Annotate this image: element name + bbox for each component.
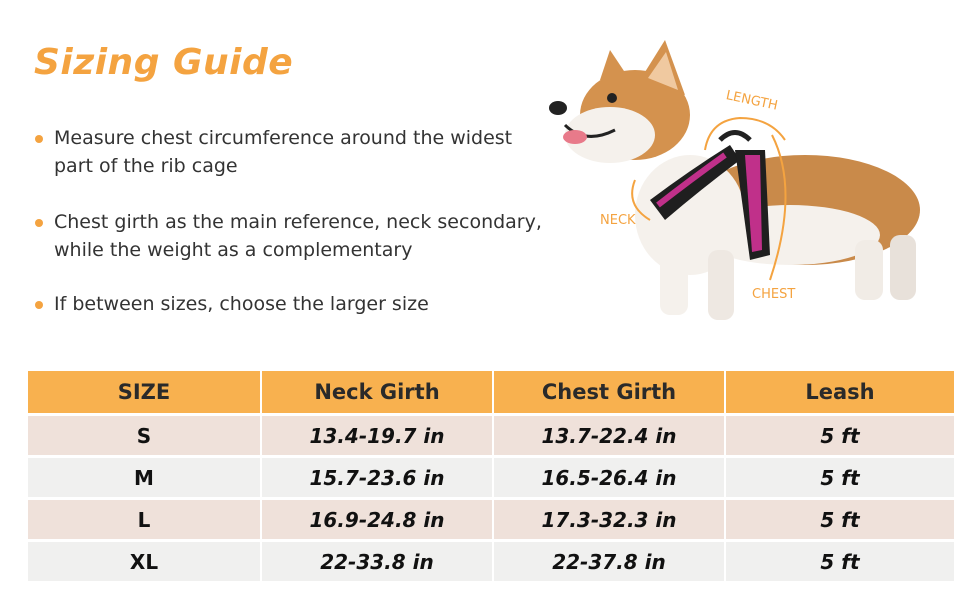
- bullet-dot-icon: [35, 219, 43, 227]
- chest-girth-cell: 22-37.8 in: [494, 542, 726, 581]
- neck-girth-cell: 16.9-24.8 in: [262, 500, 494, 539]
- chest-girth-cell: 13.7-22.4 in: [494, 416, 726, 455]
- sizing-tips-list: [34, 124, 554, 346]
- table-row: [28, 416, 954, 455]
- page-title: Sizing Guide: [34, 42, 294, 83]
- neck-label: NECK: [600, 213, 636, 228]
- chest-girth-cell: 17.3-32.3 in: [494, 500, 726, 539]
- corgi-dog-icon: [540, 40, 940, 340]
- tip-item: [34, 124, 554, 180]
- size-chart-table: [28, 368, 954, 584]
- table-row: [28, 500, 954, 539]
- tip-item: [34, 208, 554, 264]
- size-cell: XL: [28, 542, 262, 581]
- leash-cell: 5 ft: [726, 542, 954, 581]
- tip-text: Measure chest circumference around the widest part of the rib cage: [54, 127, 513, 177]
- bullet-dot-icon: [35, 301, 43, 309]
- tip-text: If between sizes, choose the larger size: [54, 293, 429, 315]
- neck-girth-cell: 22-33.8 in: [262, 542, 494, 581]
- size-cell: L: [28, 500, 262, 539]
- header-leash: Leash: [726, 371, 954, 413]
- chest-label: CHEST: [752, 287, 796, 302]
- table-row: [28, 458, 954, 497]
- table-row: [28, 542, 954, 581]
- chest-girth-cell: 16.5-26.4 in: [494, 458, 726, 497]
- neck-girth-cell: 13.4-19.7 in: [262, 416, 494, 455]
- leash-cell: 5 ft: [726, 416, 954, 455]
- bullet-dot-icon: [35, 135, 43, 143]
- leash-cell: 5 ft: [726, 500, 954, 539]
- header-size: SIZE: [28, 371, 262, 413]
- table-header-row: [28, 371, 954, 413]
- dog-harness-illustration: [540, 40, 940, 340]
- tip-text: Chest girth as the main reference, neck secondary, while the weight as a complementary: [54, 211, 542, 261]
- size-cell: S: [28, 416, 262, 455]
- length-label: LENGTH: [724, 88, 779, 114]
- neck-girth-cell: 15.7-23.6 in: [262, 458, 494, 497]
- header-neck-girth: Neck Girth: [262, 371, 494, 413]
- size-cell: M: [28, 458, 262, 497]
- header-chest-girth: Chest Girth: [494, 371, 726, 413]
- tip-item: [34, 290, 554, 318]
- leash-cell: 5 ft: [726, 458, 954, 497]
